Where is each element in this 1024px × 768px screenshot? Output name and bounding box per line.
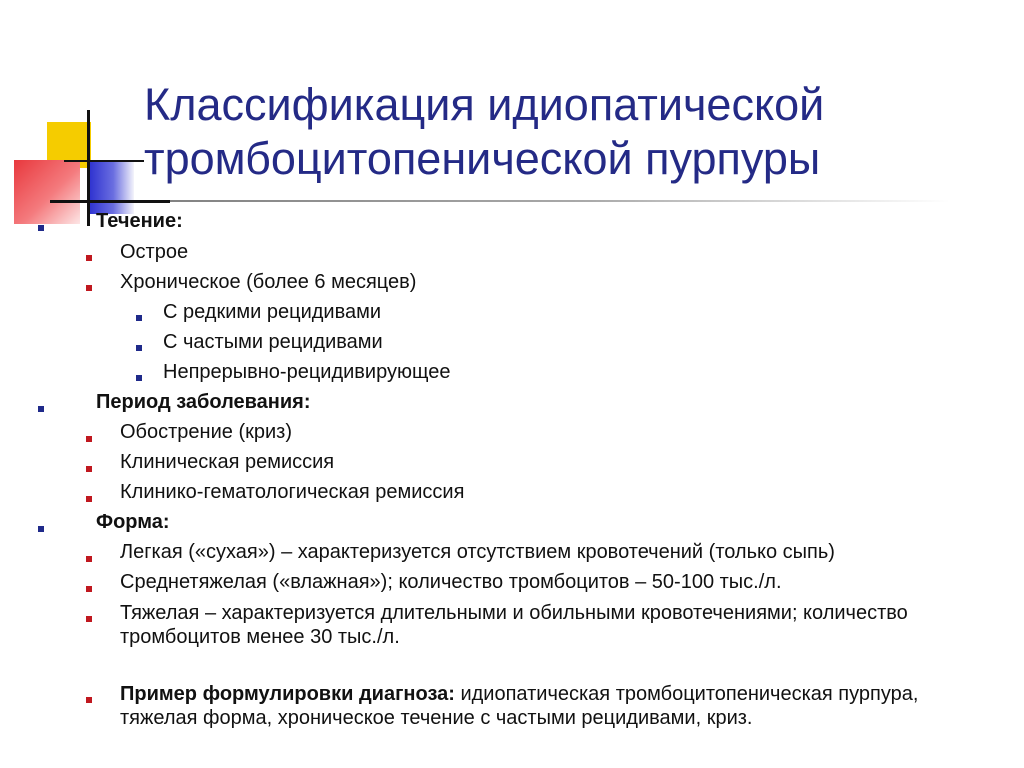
- list-item: Клинико-гематологическая ремиссия: [120, 481, 465, 503]
- bullet-level2: [86, 436, 92, 442]
- list-item: Тяжелая – характеризуется длительными и обильными кровотечениями; количество тромбоцитов менее 30 тыс./л.: [120, 602, 908, 648]
- list-subitem: С частыми рецидивами: [163, 331, 383, 353]
- title-line-1: Классификация идиопатической: [144, 79, 825, 130]
- bullet-level2: [86, 697, 92, 703]
- bullet-level2: [86, 285, 92, 291]
- list-item: Среднетяжелая («влажная»); количество тромбоцитов – 50-100 тыс./л.: [120, 571, 782, 593]
- decorative-logo: [0, 0, 160, 240]
- red-square: [14, 160, 80, 224]
- bullet-level1: [38, 526, 44, 532]
- list-item: Острое: [120, 241, 189, 263]
- diagnosis-example: [120, 682, 960, 730]
- bullet-level2: [86, 616, 92, 622]
- list-item: Клиническая ремиссия: [120, 451, 335, 473]
- bullet-level1: [38, 225, 44, 231]
- list-item: Обострение (криз): [120, 421, 292, 443]
- slide-title: [144, 78, 984, 186]
- bullet-level3: [136, 375, 142, 381]
- blue-square: [88, 162, 134, 214]
- bullet-level2: [86, 466, 92, 472]
- bullet-level2: [86, 586, 92, 592]
- list-subitem: Непрерывно-рецидивирующее: [163, 361, 451, 383]
- title-underline-dark: [50, 200, 170, 203]
- list-item: Хроническое (более 6 месяцев): [120, 271, 417, 293]
- horizontal-line-short: [64, 160, 144, 162]
- section-heading-form: Форма:: [96, 511, 170, 533]
- diagnosis-example-label: Пример формулировки диагноза:: [120, 683, 455, 705]
- section-heading-period: Период заболевания:: [96, 391, 311, 413]
- bullet-level3: [136, 315, 142, 321]
- bullet-level3: [136, 345, 142, 351]
- title-underline: [50, 200, 950, 202]
- bullet-level2: [86, 255, 92, 261]
- vertical-line: [87, 110, 90, 226]
- diagnosis-example-text: идиопатическая тромбоцитопеническая пурпура, тяжелая форма, хроническое течение с частыми рецидивами, криз.: [120, 683, 919, 729]
- bullet-level2: [86, 496, 92, 502]
- list-item: Легкая («сухая») – характеризуется отсутствием кровотечений (только сыпь): [120, 541, 835, 563]
- section-heading-course: Течение:: [96, 210, 183, 232]
- title-line-2: тромбоцитопенической пурпуры: [144, 133, 821, 184]
- bullet-level2: [86, 556, 92, 562]
- list-subitem: С редкими рецидивами: [163, 301, 382, 323]
- bullet-level1: [38, 406, 44, 412]
